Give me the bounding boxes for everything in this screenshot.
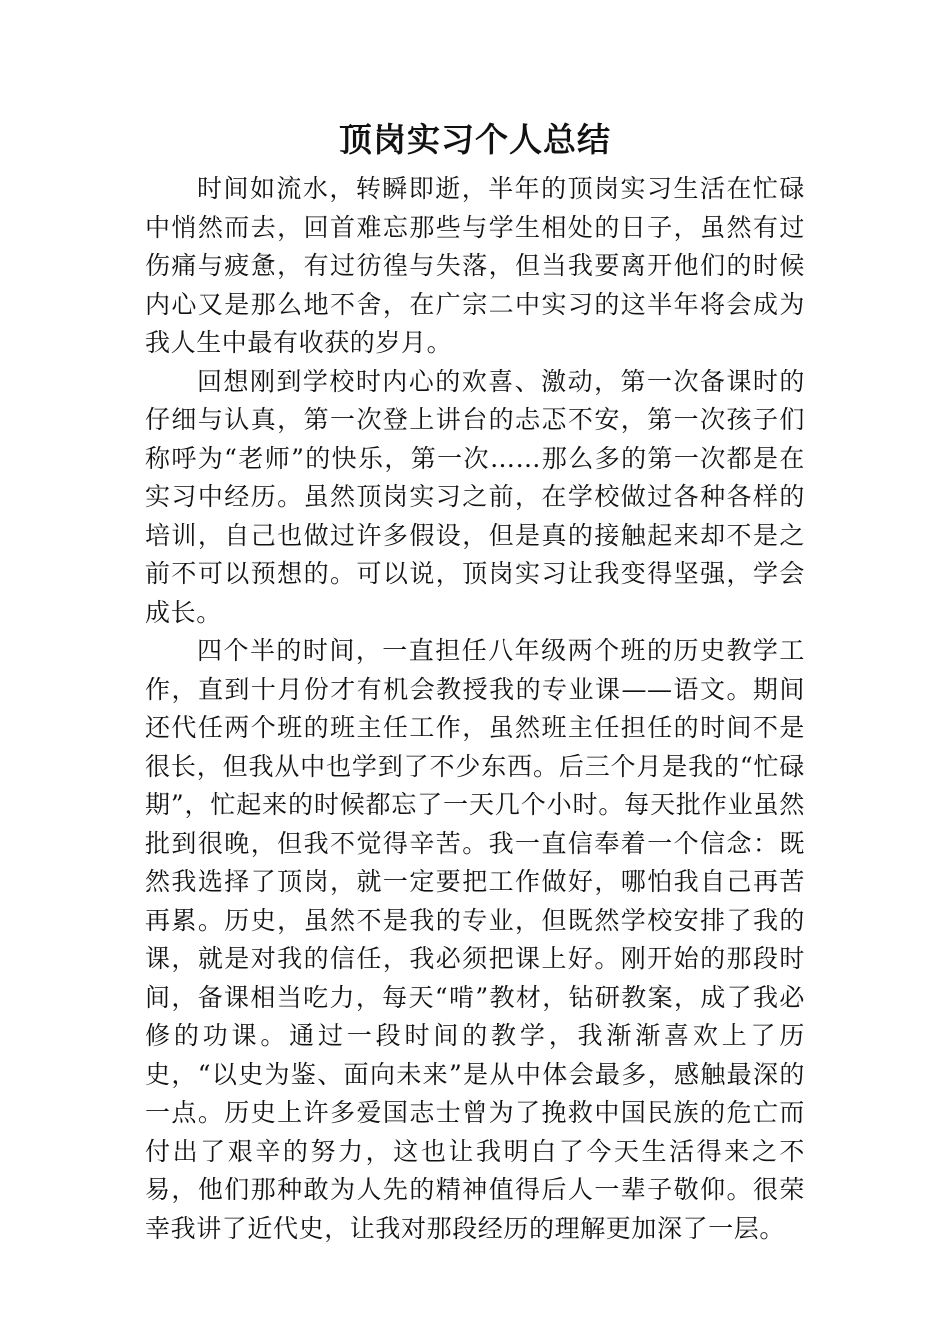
paragraph-2: 回想刚到学校时内心的欢喜、激动，第一次备课时的仔细与认真，第一次登上讲台的忐忑不安，第一次孩子们称呼为“老师”的快乐，第一次……那么多的第一次都是在实习中经历。虽然顶岗实习之前，在学校做过各种各样的培训，自己也做过许多假设，但是真的接触起来却不是之前不可以预想的。可以说，顶岗实习让我变得坚强，学会成长。 — [145, 366, 805, 627]
paragraph-3: 四个半的时间，一直担任八年级两个班的历史教学工作，直到十月份才有机会教授我的专业课——语文。期间还代任两个班的班主任工作，虽然班主任担任的时间不是很长，但我从中也学到了不少东西。后三个月是我的“忙碌期”，忙起来的时候都忘了一天几个小时。每天批作业虽然批到很晚，但我不觉得辛苦。我一直信奉着一个信念：既然我选择了顶岗，就一定要把工作做好，哪怕我自己再苦再累。历史，虽然不是我的专业，但既然学校安排了我的课，就是对我的信任，我必须把课上好。刚开始的那段时间，备课相当吃力，每天“啃”教材，钻研教案，成了我必修的功课。通过一段时间的教学，我渐渐喜欢上了历史，“以史为鉴、面向未来”是从中体会最多，感触最深的一点。历史上许多爱国志士曾为了挽救中国民族的危亡而付出了艰辛的努力，这也让我明白了今天生活得来之不易，他们那种敢为人先的精神值得后人一辈子敬仰。很荣幸我讲了近代史，让我对那段经历的理解更加深了一层。 — [145, 636, 805, 1243]
document-title: 顶岗实习个人总结 — [339, 120, 611, 159]
paragraph-1: 时间如流水，转瞬即逝，半年的顶岗实习生活在忙碌中悄然而去，回首难忘那些与学生相处的日子，虽然有过伤痛与疲惫，有过彷徨与失落，但当我要离开他们的时候内心又是那么地不舍，在广宗二中实习的这半年将会成为我人生中最有收获的岁月。 — [145, 174, 805, 357]
